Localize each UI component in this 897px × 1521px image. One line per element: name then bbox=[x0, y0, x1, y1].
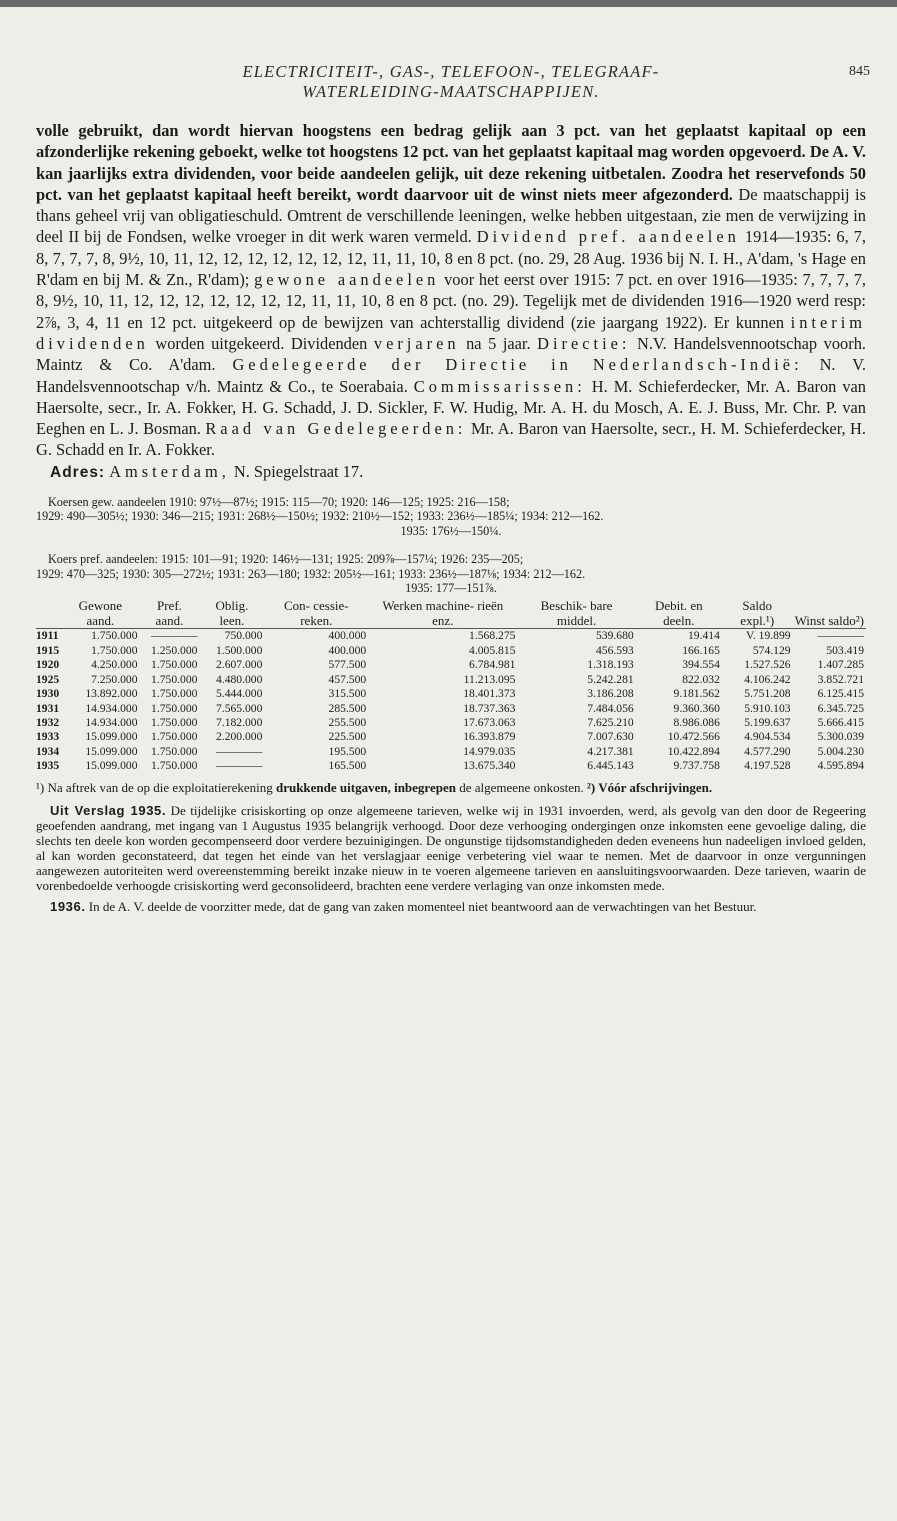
table-cell: 2.200.000 bbox=[216, 730, 263, 744]
table-row bbox=[36, 745, 866, 759]
table-cell: 3.186.208 bbox=[587, 687, 634, 701]
quotes-gewone-line2: 1929: 490—305½; 1930: 346—215; 1931: 268½—150½; 1932: 210½—152; 1933: 236½—185¼; 1934: 212—162. bbox=[36, 509, 604, 524]
running-header bbox=[36, 20, 870, 102]
table-cell: 7.484.056 bbox=[587, 701, 634, 715]
adres-street: N. Spiegelstraat 17. bbox=[229, 461, 364, 481]
table-header-cell: Con- cessie- reken. bbox=[283, 598, 349, 628]
table-year-cell: 1932 bbox=[36, 715, 60, 729]
table-cell: 1.750.000 bbox=[151, 744, 198, 758]
table-cell: 11.213.095 bbox=[463, 672, 516, 686]
adres-city: Amsterdam, bbox=[109, 461, 230, 481]
text-verjaren: na 5 jaar. bbox=[459, 333, 538, 353]
table-cell: 6.784.981 bbox=[469, 658, 516, 672]
table-cell: 4.106.242 bbox=[744, 672, 791, 686]
table-year-cell: 1911 bbox=[36, 629, 61, 644]
table-cell: 15.099.000 bbox=[85, 759, 138, 773]
table-cell: 1.750.000 bbox=[61, 629, 139, 644]
table-year-cell: 1934 bbox=[36, 744, 60, 758]
table-cell: 315.500 bbox=[328, 687, 367, 701]
table-cell: 17.673.063 bbox=[463, 715, 516, 729]
verslag-label: Uit Verslag 1935. bbox=[50, 802, 167, 818]
financial-table-body bbox=[36, 629, 866, 774]
verslag-1936-label: 1936. bbox=[50, 899, 86, 915]
table-year-cell: 1915 bbox=[36, 643, 60, 657]
quotes-pref-line1: Koers pref. aandeelen: 1915: 101—91; 1920: 146½—131; 1925: 209⅞—157¼; 1926: 235—205; bbox=[48, 552, 524, 567]
table-cell: 6.125.415 bbox=[817, 687, 864, 701]
verslag-1936 bbox=[36, 899, 866, 914]
table-row bbox=[36, 644, 866, 658]
table-cell: 15.099.000 bbox=[85, 744, 138, 758]
table-year-cell: 1930 bbox=[36, 687, 60, 701]
table-header-cell: Saldo expl.¹) bbox=[740, 598, 775, 628]
label-dividend-pref: Dividend pref. aandeelen bbox=[476, 227, 740, 247]
table-cell: 4.577.290 bbox=[744, 744, 791, 758]
stock-quotes bbox=[36, 495, 866, 595]
table-cell: ———— bbox=[139, 629, 199, 644]
table-cell: 456.593 bbox=[595, 643, 634, 657]
table-cell: 574.129 bbox=[752, 643, 791, 657]
table-row bbox=[36, 629, 866, 644]
table-header-cell: Gewone aand. bbox=[78, 598, 122, 628]
table-cell: 4.250.000 bbox=[91, 658, 138, 672]
table-header-cell bbox=[36, 599, 61, 629]
table-cell: 195.500 bbox=[328, 744, 367, 758]
table-cell: 822.032 bbox=[682, 672, 720, 686]
table-cell: 4.005.815 bbox=[469, 643, 516, 657]
table-cell: 1.750.000 bbox=[151, 715, 198, 729]
table-header-cell: Oblig. leen. bbox=[215, 598, 249, 628]
table-cell: 1.750.000 bbox=[151, 701, 198, 715]
table-footnotes bbox=[36, 780, 866, 795]
quotes-gewone-line1: Koersen gew. aandeelen 1910: 97½—87½; 1915: 115—70; 1920: 146—125; 1925: 216—158; bbox=[48, 495, 510, 510]
table-cell: 13.892.000 bbox=[85, 687, 138, 701]
main-text bbox=[36, 120, 866, 483]
table-cell: 457.500 bbox=[328, 672, 367, 686]
table-cell: 1.750.000 bbox=[151, 687, 198, 701]
table-header-cell: Werken machine- rieën enz. bbox=[382, 598, 504, 628]
table-cell: 1.500.000 bbox=[216, 643, 263, 657]
table-cell: 166.165 bbox=[682, 643, 720, 657]
table-cell: 18.737.363 bbox=[463, 701, 516, 715]
table-cell: 1.750.000 bbox=[151, 759, 198, 773]
text-gewone-aandeelen: voor het eerst over 1915: 7 pct. en over 1916—1935: 7, 7, 7, 7, 8, 9½, 10, 11, 12, 12, 12, 12, 12, 12, 12, 11, 11, 10, 8 en 8 pct. (no. 29). Tegelijk met de dividenden 1916—1920 werd resp: 2⅞, 3, 4, 11 en 12 pct. uitgekeerd op de bewijzen van achterstallig dividend (zie jaargang 1922). Er kunnen bbox=[36, 270, 866, 332]
header-line-2: WATERLEIDING-MAATSCHAPPIJEN. bbox=[302, 82, 600, 101]
label-raad: Raad van Gedelegeerden: bbox=[205, 419, 467, 439]
label-adres: Adres: bbox=[50, 463, 106, 481]
text-commissarissen: H. M. Schieferdecker, Mr. A. Baron van Haersolte, secr., Ir. A. Fokker, H. G. Schadd, J. D. Sickler, F. W. Hudig, Mr. A. H. du Mosch, A. E. J. Buss, Mr. Chr. P. van Eeghen en L. J. Bosman. bbox=[36, 376, 866, 439]
text-directie: N.V. Handelsvennootschap voorh. Maintz & Co. A'dam. bbox=[36, 333, 866, 375]
table-cell: 9.360.360 bbox=[673, 701, 720, 715]
table-cell: 2.607.000 bbox=[216, 658, 263, 672]
table-cell: 1.250.000 bbox=[151, 643, 198, 657]
table-cell: 1.750.000 bbox=[151, 672, 198, 686]
table-cell: 7.007.630 bbox=[587, 730, 634, 744]
table-row bbox=[36, 658, 866, 672]
table-cell: 225.500 bbox=[328, 730, 367, 744]
table-cell: 10.472.566 bbox=[667, 730, 720, 744]
table-cell: 7.625.210 bbox=[587, 715, 634, 729]
table-header-cell: Debit. en deeln. bbox=[654, 598, 703, 628]
text-dividend-pref: 1914—1935: 6, 7, 8, 7, 7, 7, 8, 9½, 10, 11, 12, 12, 12, 12, 12, 12, 12, 11, 11, 10, 8 en 8 pct. (no. 29, 28 Aug. 1936 bij N. I. H., A'dam, 's Hage en R'dam en bij M. & Zn., R'dam); bbox=[36, 227, 867, 290]
table-cell: 6.445.143 bbox=[587, 759, 634, 773]
text-reservefonds: volle gebruikt, dan wordt hiervan hoogstens een bedrag gelijk aan 3 pct. van het geplaatst kapitaal op een afzonderlijke rekening geboekt, welke tot hoogstens 12 pct. van het geplaatst kapitaal mag worden opgevoerd. De A. V. kan jaarlijks extra dividenden, voor beide aandeelen gelijk, uit deze rekening uitbetalen. Zoodra het reservefonds 50 pct. van het geplaatst kapitaal heeft bereikt, wordt daarvoor uit de winst niets meer afgezonderd. bbox=[36, 121, 866, 204]
table-year-cell: 1935 bbox=[36, 759, 60, 773]
table-cell: 4.595.894 bbox=[817, 759, 864, 773]
label-directie: Directie: bbox=[537, 333, 631, 353]
table-cell: 15.099.000 bbox=[85, 730, 138, 744]
table-cell: ———— bbox=[793, 629, 866, 644]
table-cell: 285.500 bbox=[328, 701, 367, 715]
table-cell: 577.500 bbox=[328, 658, 367, 672]
table-cell: 19.414 bbox=[636, 629, 722, 644]
table-year-cell: 1931 bbox=[36, 701, 60, 715]
text-interim: worden uitgekeerd. Dividenden bbox=[148, 333, 374, 353]
table-cell: 5.199.637 bbox=[744, 715, 791, 729]
verslag-1935 bbox=[36, 803, 866, 894]
table-row bbox=[36, 673, 866, 687]
table-cell: V. 19.899 bbox=[722, 629, 793, 644]
label-interim: interim dividenden bbox=[36, 312, 866, 353]
table-cell: 5.300.039 bbox=[817, 730, 864, 744]
table-cell: 7.250.000 bbox=[91, 672, 138, 686]
table-cell: 4.480.000 bbox=[216, 672, 263, 686]
table-header-cell: Winst saldo²) bbox=[794, 612, 865, 628]
table-header-row bbox=[36, 599, 866, 629]
document-page bbox=[36, 20, 870, 920]
table-header-cell: Beschik- bare middel. bbox=[540, 598, 613, 628]
footnote-1-bold: drukkende uitgaven, inbegrepen bbox=[275, 779, 456, 795]
table-row bbox=[36, 687, 866, 701]
page-number: 845 bbox=[849, 64, 870, 79]
table-cell: 5.666.415 bbox=[817, 715, 864, 729]
label-verjaren: verjaren bbox=[373, 333, 460, 353]
table-cell: 400.000 bbox=[264, 629, 368, 644]
table-cell: 1.568.275 bbox=[368, 629, 517, 644]
table-cell: 8.986.086 bbox=[673, 715, 720, 729]
table-row bbox=[36, 730, 866, 744]
label-gewone-aandeelen: gewone aandeelen bbox=[254, 270, 440, 290]
table-cell: 16.393.879 bbox=[463, 730, 516, 744]
table-cell: 14.979.035 bbox=[463, 744, 516, 758]
table-cell: 9.737.758 bbox=[673, 759, 720, 773]
verslag-1936-text: In de A. V. deelde de voorzitter mede, dat de gang van zaken momenteel niet beantwoord aan de verwachtingen van het Bestuur. bbox=[85, 899, 757, 915]
table-cell: 255.500 bbox=[328, 715, 367, 729]
table-cell: 1.750.000 bbox=[151, 658, 198, 672]
table-cell: 4.197.528 bbox=[744, 759, 791, 773]
table-cell: 539.680 bbox=[517, 629, 635, 644]
quotes-gewone-line3: 1935: 176½—150¼. bbox=[400, 523, 502, 538]
table-cell: 7.182.000 bbox=[216, 715, 263, 729]
table-year-cell: 1920 bbox=[36, 658, 60, 672]
table-cell: 5.004.230 bbox=[817, 744, 864, 758]
table-cell: 5.444.000 bbox=[216, 687, 263, 701]
table-cell: 18.401.373 bbox=[463, 687, 516, 701]
text-obligaties: De maatschappij is thans geheel vrij van obligatieschuld. Omtrent de verschillende leeningen, welke hebben uitgestaan, zie men de verwijzing in deel II bij de Fondsen, welke vroeger in dit werk waren vermeld. bbox=[36, 184, 866, 247]
table-cell: 1.407.285 bbox=[817, 658, 864, 672]
table-cell: ———— bbox=[216, 759, 263, 773]
table-cell: 4.217.381 bbox=[587, 744, 634, 758]
table-cell: 7.565.000 bbox=[216, 701, 263, 715]
table-year-cell: 1925 bbox=[36, 672, 60, 686]
table-row bbox=[36, 716, 866, 730]
table-cell: 10.422.894 bbox=[667, 744, 720, 758]
financial-table-head bbox=[36, 599, 866, 629]
main-paragraph bbox=[36, 120, 866, 461]
table-cell: 5.751.208 bbox=[744, 687, 791, 701]
table-cell: 9.181.562 bbox=[673, 687, 720, 701]
table-cell: 1.750.000 bbox=[151, 730, 198, 744]
table-cell: 1.318.193 bbox=[587, 658, 634, 672]
table-cell: 14.934.000 bbox=[85, 701, 138, 715]
table-cell: 6.345.725 bbox=[817, 701, 864, 715]
label-commissarissen: Commissarissen: bbox=[413, 376, 586, 396]
table-cell: 503.419 bbox=[826, 643, 864, 657]
header-line-1: ELECTRICITEIT-, GAS-, TELEFOON-, TELEGRAAF- bbox=[242, 62, 660, 81]
table-cell: 14.934.000 bbox=[85, 715, 138, 729]
table-cell: 13.675.340 bbox=[463, 759, 516, 773]
text-gedelegeerde: N. V. Handelsvennootschap v/h. Maintz & Co., te Soerabaia. bbox=[36, 355, 867, 396]
table-cell: 5.910.103 bbox=[744, 701, 791, 715]
verslag-text: De tijdelijke crisiskorting op onze algemeene tarieven, welke wij in 1931 invoerden, werd, als gevolg van den door de Regeering geoefenden aandrang, met ingang van 1 Augustus 1935 belangrijk verhoogd. Door deze verhooging ondergingen onze inkomsten eene gevoelige daling, die slechts ten deele kon worden gecompenseerd door verdere bezuinigingen. De ongunstige tijdsomstandigheden deden eveneens hun nadeeligen invloed gelden, al kan worden geconstateerd, dat tegen het einde van het verslagjaar eenige verbetering viel waar te nemen. Met de daarvoor in onze vergunningen aangewezen autoriteiten werd overeenstemming bereikt inzake nieuw in te voeren algemeene tarieven en aansluitingsvoorwaarden. Deze tarieven, waarin de vorenbedoelde verhoogde crisiskorting werd geconsolideerd, brachten eene verdere verlaging van onze inkomsten mede. bbox=[36, 802, 866, 894]
table-row bbox=[36, 759, 866, 773]
table-header-cell: Pref. aand. bbox=[155, 598, 184, 628]
footnote-2: ²) Vóór afschrijvingen. bbox=[587, 779, 713, 795]
table-cell: 750.000 bbox=[199, 629, 264, 644]
footnote-1-rest: de algemeene onkosten. bbox=[455, 779, 588, 795]
annual-report bbox=[36, 803, 866, 915]
quotes-pref-line3: 1935: 177—151⅞. bbox=[405, 581, 497, 596]
text-raad: Mr. A. Baron van Haersolte, secr., H. M. Schieferdecker, H. G. Schadd en Ir. A. Fokker. bbox=[36, 419, 866, 460]
table-cell: 400.000 bbox=[328, 643, 367, 657]
page-top-edge bbox=[0, 0, 897, 7]
table-cell: 1.527.526 bbox=[744, 658, 791, 672]
table-row bbox=[36, 702, 866, 716]
table-year-cell: 1933 bbox=[36, 730, 60, 744]
address-line bbox=[36, 461, 866, 483]
label-gedelegeerde: Gedelegeerde der Directie in Nederlandsch-Indië: bbox=[232, 355, 803, 375]
table-cell: 4.904.534 bbox=[744, 730, 791, 744]
quotes-pref-line2: 1929: 470—325; 1930: 305—272½; 1931: 263—180; 1932: 205½—161; 1933: 236½—187⅛; 1934: 212—162. bbox=[36, 566, 586, 581]
table-cell: 165.500 bbox=[328, 759, 367, 773]
footnote-1: ¹) Na aftrek van de op die exploitatierekening bbox=[36, 779, 276, 795]
table-cell: 5.242.281 bbox=[587, 672, 634, 686]
financial-table bbox=[36, 599, 866, 773]
table-cell: 3.852.721 bbox=[817, 672, 864, 686]
table-cell: 394.554 bbox=[682, 658, 720, 672]
table-cell: 1.750.000 bbox=[91, 643, 138, 657]
table-cell: ———— bbox=[216, 744, 263, 758]
